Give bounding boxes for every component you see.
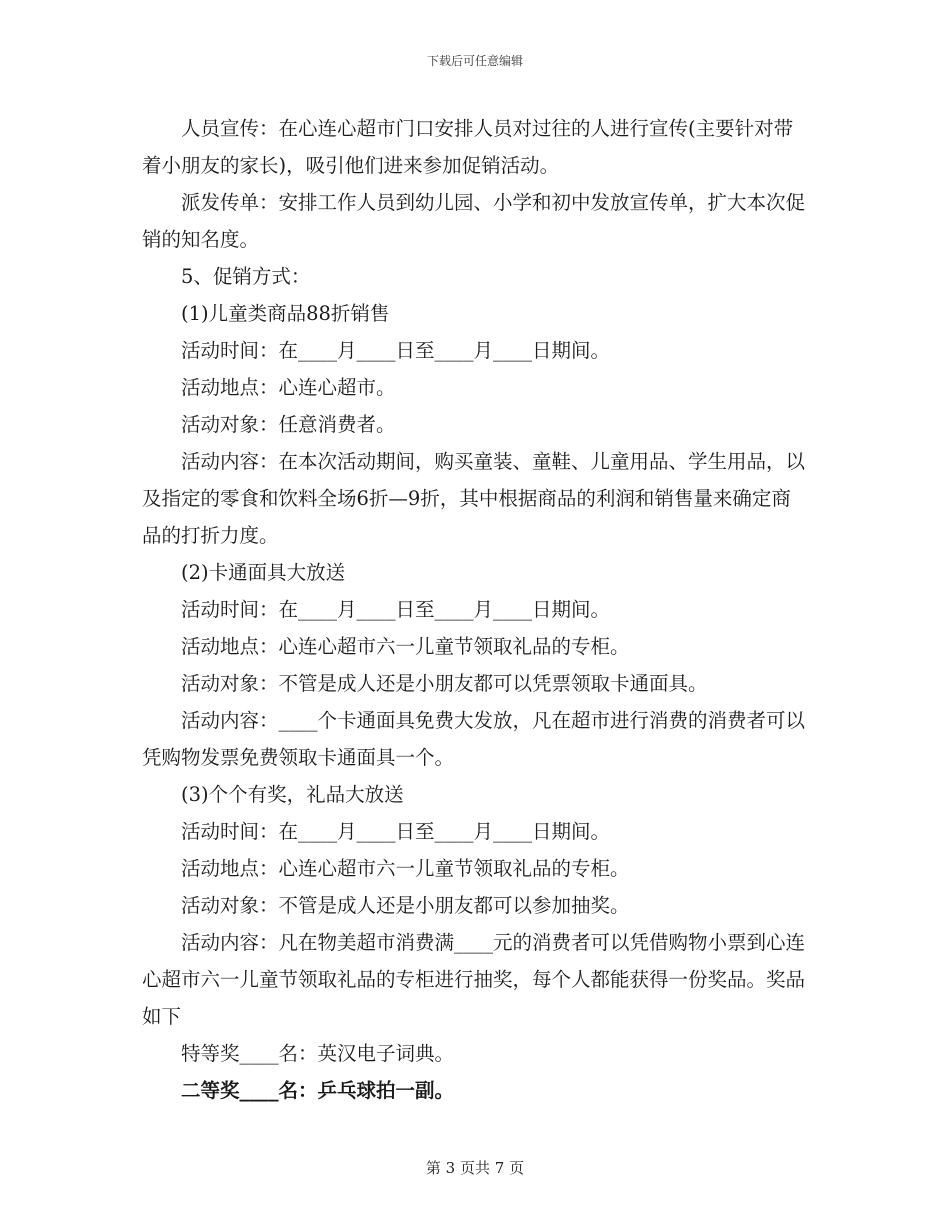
page-header: 下载后可任意编辑 — [426, 54, 523, 68]
item3-target: 活动对象：不管是成人还是小朋友都可以参加抽奖。 — [181, 894, 630, 917]
item2-location: 活动地点：心连心超市六一儿童节领取礼品的专柜。 — [181, 635, 630, 658]
section-heading-promotion-method: 5、促销方式： — [181, 265, 311, 288]
item2-content: 活动内容：____个卡通面具免费大发放，凡在超市进行消费的消费者可以凭购物发票免费领取卡通面具一个。 — [142, 709, 806, 769]
prize-second: 二等奖____名：乒乓球拍一副。 — [181, 1079, 455, 1102]
item3-location: 活动地点：心连心超市六一儿童节领取礼品的专柜。 — [181, 857, 630, 880]
item2-target: 活动对象：不管是成人还是小朋友都可以凭票领取卡通面具。 — [181, 672, 708, 695]
subheading-item-3: (3)个个有奖，礼品大放送 — [181, 783, 404, 806]
page-footer: 第 3 页共 7 页 — [425, 1159, 525, 1177]
item1-location: 活动地点：心连心超市。 — [181, 376, 396, 399]
item3-content: 活动内容：凡在物美超市消费满____元的消费者可以凭借购物小票到心连心超市六一儿童节领取礼品的专柜进行抽奖，每个人都能获得一份奖品。奖品如下 — [142, 931, 806, 1028]
prize-special: 特等奖____名：英汉电子词典。 — [181, 1042, 455, 1065]
item1-content: 活动内容：在本次活动期间，购买童装、童鞋、儿童用品、学生用品，以及指定的零食和饮料全场6折—9折，其中根据商品的利润和销售量来确定商品的打折力度。 — [142, 450, 806, 547]
item1-time: 活动时间：在____月____日至____月____日期间。 — [181, 339, 611, 362]
document-body — [142, 110, 806, 1109]
item2-time: 活动时间：在____月____日至____月____日期间。 — [181, 598, 611, 621]
item3-time: 活动时间：在____月____日至____月____日期间。 — [181, 820, 611, 843]
paragraph-flyers: 派发传单：安排工作人员到幼儿园、小学和初中发放宣传单，扩大本次促销的知名度。 — [142, 191, 806, 251]
subheading-item-2: (2)卡通面具大放送 — [181, 561, 346, 584]
item1-target: 活动对象：任意消费者。 — [181, 413, 396, 436]
paragraph-staff-promotion: 人员宣传：在心连心超市门口安排人员对过往的人进行宣传(主要针对带着小朋友的家长)，吸引他们进来参加促销活动。 — [142, 117, 794, 177]
subheading-item-1: (1)儿童类商品88折销售 — [181, 302, 390, 325]
